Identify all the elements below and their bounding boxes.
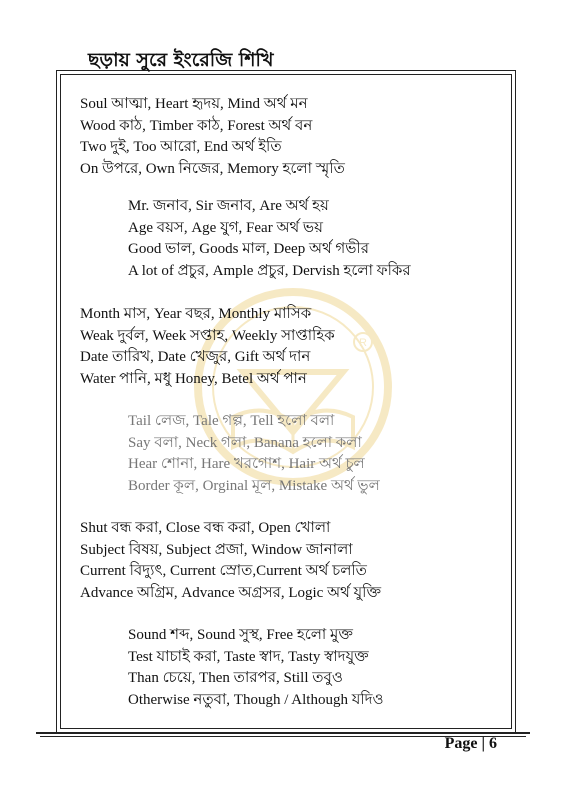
verse-line: Soul আত্মা, Heart হৃদয়, Mind অর্থ মন [80, 96, 308, 112]
stanza-5 [80, 518, 381, 604]
verse-line: Two দুই, Too আরো, End অর্থ ইতি [80, 139, 282, 156]
verse-line: Weak দুর্বল, Week সপ্তাহ, Weekly সাপ্তাহিক [80, 327, 335, 344]
stanza-2 [128, 196, 411, 282]
verse-line: Water পানি, মধু Honey, Betel অর্থ পান [80, 370, 307, 387]
running-header: ছড়ায় সুরে ইংরেজি শিখি [88, 49, 274, 71]
stanza-6 [128, 625, 384, 711]
verse-line: Say বলা, Neck গলা, Banana হলো কলা [128, 434, 362, 451]
verse-line: Good ভাল, Goods মাল, Deep অর্থ গভীর [128, 241, 369, 258]
verse-line: Date তারিখ, Date খেজুর, Gift অর্থ দান [80, 349, 311, 366]
verse-line: Test যাচাই করা, Taste স্বাদ, Tasty স্বাদযুক্ত [128, 648, 369, 665]
verse-line: Mr. জনাব, Sir জনাব, Are অর্থ হয় [128, 198, 329, 214]
verse-line: Tail লেজ, Tale গল্প, Tell হলো বলা [128, 413, 335, 429]
page-number: Page | 6 [444, 735, 497, 752]
verse-line: Shut বন্ধ করা, Close বন্ধ করা, Open খোলা [80, 520, 331, 536]
footer-rule [36, 732, 530, 734]
verse-line: A lot of প্রচুর, Ample প্রচুর, Dervish হলো ফকির [128, 262, 411, 279]
verse-line: Otherwise নতুবা, Though / Although যদিও [128, 691, 384, 708]
svg-text:R: R [359, 337, 367, 349]
verse-line: Border কূল, Orginal মূল, Mistake অর্থ ভুল [128, 477, 380, 494]
stanza-3 [80, 304, 335, 390]
verse-line: On উপরে, Own নিজের, Memory হলো স্মৃতি [80, 160, 345, 177]
verse-line: Subject বিষয়, Subject প্রজা, Window জানালা [80, 541, 353, 558]
verse-line: Current বিদ্যুৎ, Current স্রোত,Current অর্থ চলতি [80, 563, 367, 580]
verse-line: Hear শোনা, Hare খরগোশ, Hair অর্থ চুল [128, 456, 365, 473]
verse-line: Age বয়স, Age যুগ, Fear অর্থ ভয় [128, 219, 323, 236]
verse-line: Wood কাঠ, Timber কাঠ, Forest অর্থ বন [80, 117, 313, 134]
verse-line: Month মাস, Year বছর, Monthly মাসিক [80, 306, 312, 322]
verse-line: Than চেয়ে, Then তারপর, Still তবুও [128, 670, 343, 687]
verse-line: Advance অগ্রিম, Advance অগ্রসর, Logic অর্থ যুক্তি [80, 584, 382, 601]
verse-line: Sound শব্দ, Sound সুস্থ, Free হলো মুক্ত [128, 627, 353, 643]
stanza-4 [128, 411, 380, 497]
stanza-1 [80, 94, 345, 180]
